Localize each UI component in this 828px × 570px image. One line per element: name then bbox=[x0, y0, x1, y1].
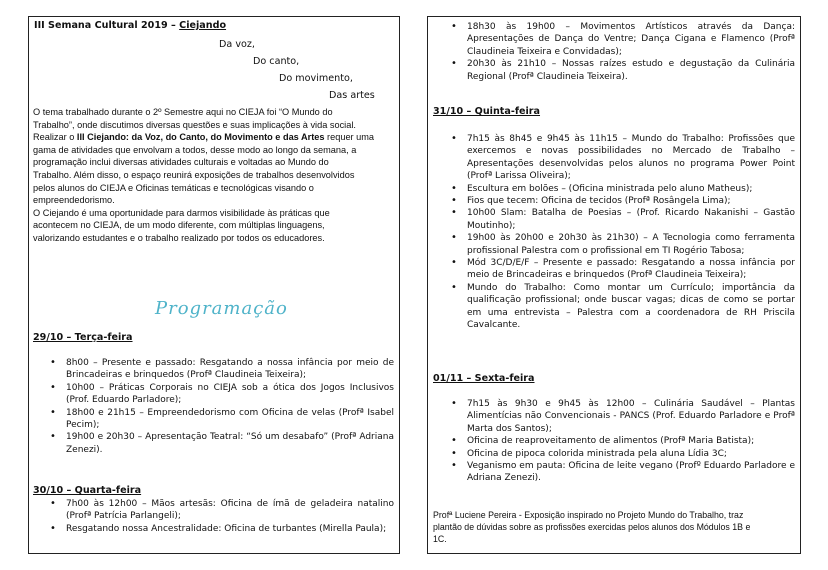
list-item: • Veganismo em pauta: Oficina de leite vegano (Profº Eduardo Parladore e Adriana Zenezi). bbox=[467, 460, 795, 485]
list-item: • Oficina de pipoca colorida ministrada pela aluna Lídia 3C; bbox=[467, 448, 795, 460]
list-item: • Oficina de reaproveitamento de alimentos (Profª Maria Batista); bbox=[467, 435, 795, 447]
list-item: • Mundo do Trabalho: Como montar um Currículo; importância da qualificação profissional; onde buscar vagas; dicas de como se portar em uma entrevista – Palestra com a coordenadora de RH Priscila Cavalcante. bbox=[467, 282, 795, 332]
day-01-list bbox=[467, 398, 795, 485]
closing-note bbox=[433, 509, 797, 546]
intro-line-realizar bbox=[33, 131, 395, 144]
day-heading-29-text: 29/10 – Terça-feira bbox=[33, 332, 133, 343]
right-page bbox=[427, 16, 801, 554]
intro-paragraph bbox=[33, 106, 395, 245]
intro-line: pelos alunos do CIEJA e Oficinas temáticas e tecnológicas visando o bbox=[33, 182, 314, 193]
intro-realizar-b: requer uma bbox=[324, 132, 375, 143]
event-title-brand: Ciejando bbox=[179, 20, 227, 31]
day-heading-31-text: 31/10 – Quinta-feira bbox=[433, 106, 541, 117]
list-item: • Resgatando nossa Ancestralidade: Oficina de turbantes (Mirella Paula); bbox=[66, 523, 394, 535]
poem-line-3: Do movimento, bbox=[279, 73, 353, 84]
left-page bbox=[28, 16, 400, 554]
programacao-heading: Programação bbox=[155, 298, 288, 319]
intro-line: empreendedorismo. bbox=[33, 195, 115, 206]
para2-line: O Ciejando é uma oportunidade para darmos visibilidade às práticas que bbox=[33, 207, 330, 218]
list-item: • 20h30 às 21h10 – Nossas raízes estudo e degustação da Culinária Regional (Profª Claudineia Teixeira). bbox=[467, 58, 795, 83]
day-heading-30-text: 30/10 – Quarta-feira bbox=[33, 485, 142, 496]
poem-line-1: Da voz, bbox=[219, 39, 255, 50]
intro-realizar-bold: III Ciejando: da Voz, do Canto, do Movimento e das Artes bbox=[76, 132, 325, 143]
list-item: • 8h00 – Presente e passado: Resgatando a nossa infância por meio de Brincadeiras e brinquedos (Profª Claudineia Teixeira); bbox=[66, 357, 394, 382]
list-item: • 10h00 – Práticas Corporais no CIEJA sob a ótica dos Jogos Inclusivos (Prof. Eduardo Parladore); bbox=[66, 382, 394, 407]
list-item: • Mód 3C/D/E/F – Presente e passado: Resgatando a nossa infância por meio de Brincadeiras e brinquedos (Profª Claudineia Teixeira); bbox=[467, 257, 795, 282]
day-heading-29 bbox=[33, 332, 133, 343]
day-heading-31 bbox=[433, 106, 540, 117]
day-31-list bbox=[467, 133, 795, 332]
list-item: • 19h00 e 20h30 – Apresentação Teatral: “Só um desabafo” (Profª Adriana Zenezi). bbox=[66, 431, 394, 456]
intro-line: Trabalho”, onde discutimos diversas questões e suas implicações à vida social. bbox=[33, 119, 356, 130]
para2-line: valorizando estudantes e o trabalho realizado por todos os educadores. bbox=[33, 232, 325, 243]
list-item: • Fios que tecem: Oficina de tecidos (Profª Rosângela Lima); bbox=[467, 195, 795, 207]
intro-line: O tema trabalhado durante o 2º Semestre aqui no CIEJA foi “O Mundo do bbox=[33, 107, 333, 117]
list-item: • 7h15 às 9h30 e 9h45 às 12h00 – Culinária Saudável – Plantas Alimentícias não Convencionais - PANCS (Prof. Eduardo Parladore e Profª Marta dos Santos); bbox=[467, 398, 795, 435]
event-title bbox=[34, 20, 226, 31]
day-30-list bbox=[66, 498, 394, 535]
para2-line: acontecem no CIEJA, de um modo diferente, com múltiplas linguagens, bbox=[33, 220, 325, 231]
list-item: • 18h30 às 19h00 – Movimentos Artísticos através da Dança: Apresentações de Dança do Ventre; Dança Cigana e Flamenco (Profª Claudineia Teixeira e Convidadas); bbox=[467, 21, 795, 58]
list-item: • Escultura em bolões – (Oficina ministrada pelo aluno Matheus); bbox=[467, 183, 795, 195]
list-item: • 10h00 Slam: Batalha de Poesias – (Prof. Ricardo Nakanishi – Gastão Moutinho); bbox=[467, 207, 795, 232]
list-item: • 19h00 às 20h00 e 20h30 às 21h30) – A Tecnologia como ferramenta profissional Palestra com o profissional em TI Rogério Tabosa; bbox=[467, 232, 795, 257]
day-heading-30 bbox=[33, 485, 141, 496]
day-heading-01-text: 01/11 – Sexta-feira bbox=[433, 373, 535, 384]
list-item: • 7h15 às 8h45 e 9h45 às 11h15 – Mundo do Trabalho: Profissões que exercemos e novas possibilidades no Mercado de Trabalho – Apresentações desenvolvidas pelos alunos no programa Power Point (Profª Larissa Oliveira); bbox=[467, 133, 795, 183]
list-item: • 18h00 e 21h15 – Empreendedorismo com Oficina de velas (Profª Isabel Pecim); bbox=[66, 407, 394, 432]
intro-realizar-a: Realizar o bbox=[33, 132, 77, 143]
closing-line: 1C. bbox=[433, 534, 447, 545]
day-29-list bbox=[66, 357, 394, 456]
event-title-text: III Semana Cultural 2019 – bbox=[34, 20, 180, 31]
day-30-continued-list bbox=[467, 21, 795, 83]
closing-line: Profª Luciene Pereira - Exposição inspirado no Projeto Mundo do Trabalho, traz bbox=[433, 510, 744, 520]
closing-line: plantão de dúvidas sobre as profissões exercidas pelos alunos dos Módulos 1B e bbox=[433, 522, 751, 533]
poem-line-2: Do canto, bbox=[253, 56, 300, 67]
poem-line-4: Das artes bbox=[329, 90, 375, 101]
intro-line: gama de atividades que envolvam a todos, desse modo ao longo da semana, a bbox=[33, 144, 357, 155]
day-heading-01 bbox=[433, 373, 535, 384]
intro-line: Trabalho. Além disso, o espaço reunirá exposições de trabalhos desenvolvidos bbox=[33, 169, 355, 180]
list-item: • 7h00 às 12h00 – Mãos artesãs: Oficina de ímã de geladeira natalino (Profª Patrícia Parlangeli); bbox=[66, 498, 394, 523]
intro-line: programação inclui diversas atividades culturais e voltadas ao Mundo do bbox=[33, 157, 329, 168]
